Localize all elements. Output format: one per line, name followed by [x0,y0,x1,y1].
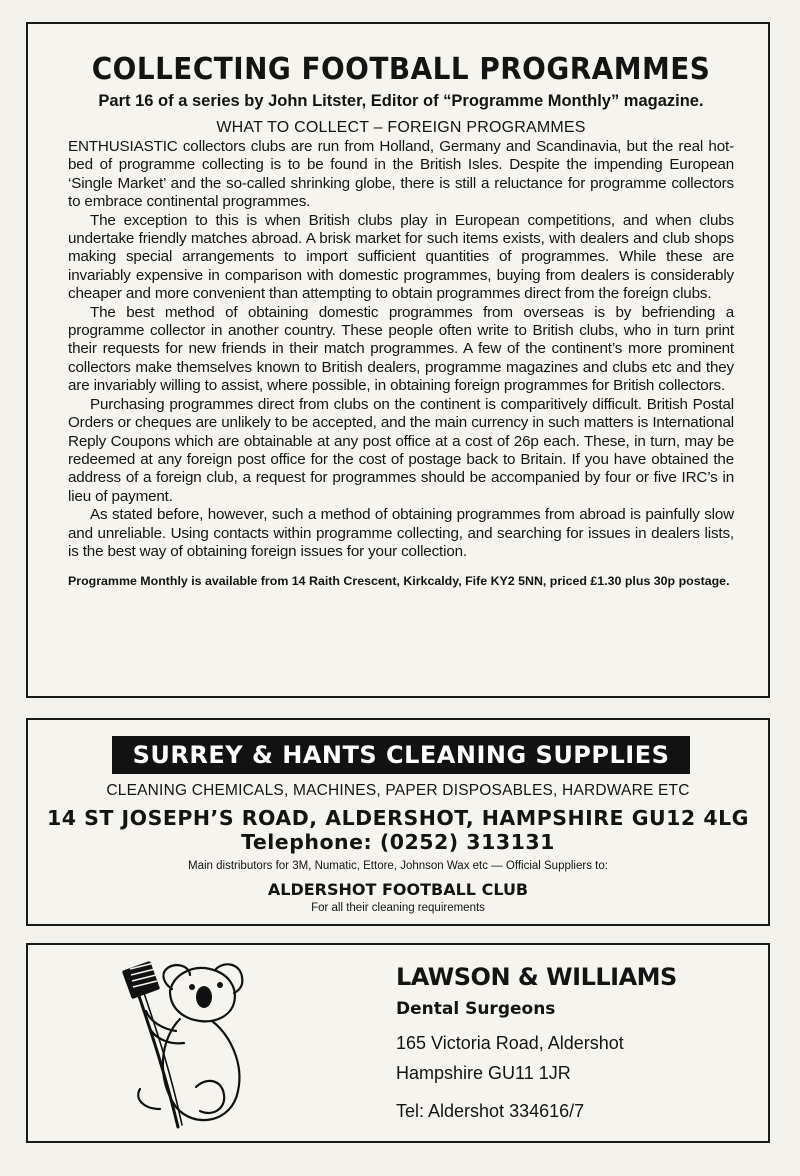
ad-club-name: ALDERSHOT FOOTBALL CLUB [267,880,529,899]
ad-address: 14 ST JOSEPH’S ROAD, ALDERSHOT, HAMPSHIRE GU12 4LG [47,806,749,830]
ad-distributors: Main distributors for 3M, Numatic, Ettore, Johnson Wax etc — Official Suppliers to: [188,860,608,872]
ad-banner: SURREY & HANTS CLEANING SUPPLIES [112,736,690,774]
ad-products: CLEANING CHEMICALS, MACHINES, PAPER DISPOSABLES, HARDWARE ETC [106,782,690,799]
article-footer-note: Programme Monthly is available from 14 Raith Crescent, Kirkcaldy, Fife KY2 5NN, priced £1.30 plus 30p postage. [68,574,730,589]
dental-surgeons-ad [26,943,770,1143]
dental-address-line1: 165 Victoria Road, Aldershot [396,1033,624,1053]
article-title: COLLECTING FOOTBALL PROGRAMMES [91,52,711,87]
section-heading: WHAT TO COLLECT – FOREIGN PROGRAMMES [216,119,586,136]
ad-telephone: Telephone: (0252) 313131 [241,830,555,854]
koala-with-toothbrush-icon [120,959,246,1135]
article-paragraph: As stated before, however, such a method of obtaining programmes from abroad is painfully slow and unreliable. Using contacts within programme collecting, and searching for issues in dealers lists, is the best way of obtaining foreign issues for your collection. [68,506,734,560]
dental-telephone: Tel: Aldershot 334616/7 [396,1101,585,1121]
article-paragraph: The best method of obtaining domestic programmes from overseas is by befriending a programme collector in another country. These people often write to British clubs, who in turn print their requests for new friends in their match programmes. A few of the continent’s more prominent collectors make themselves known to British dealers, programme magazines and clubs etc and they are invariably willing to assist, where possible, in obtaining foreign programmes for British collectors. [68,303,734,395]
dental-profession: Dental Surgeons [396,999,556,1019]
dental-practice-name: LAWSON & WILLIAMS [396,963,677,991]
dental-address-line2: Hampshire GU11 1JR [396,1063,571,1083]
ad-requirements: For all their cleaning requirements [311,902,485,914]
cleaning-supplies-ad [26,718,770,926]
article-panel [26,22,770,698]
article-paragraph: ENTHUSIASTIC collectors clubs are run from Holland, Germany and Scandinavia, but the real hot-bed of programme collecting is to be found in the British Isles. Despite the impending European ‘Single Market’ and the so-called shrinking globe, there is still a reluctance for programme collectors to embrace continental programmes. [68,138,734,211]
article-paragraph: The exception to this is when British clubs play in European competitions, and when clubs undertake friendly matches abroad. A brisk market for such items exists, with dealers and club shops making special arrangements to import sufficient quantities of programmes. While these are invariably expensive in comparison with domestic programmes, buying from dealers is considerably cheaper and more convenient than attempting to obtain programmes direct from the foreign clubs. [68,211,734,303]
article-paragraph: Purchasing programmes direct from clubs on the continent is comparitively difficult. British Postal Orders or cheques are unlikely to be accepted, and the main currency in such matters is International Reply Coupons which are obtainable at any post office at a cost of 26p each. These, in turn, may be redeemed at any foreign post office for the cost of postage back to Britain. If you have obtained the address of a foreign club, a request for programmes should be accompanied by four or five IRC’s in lieu of payment. [68,395,734,505]
article-body [68,138,734,561]
article-subtitle: Part 16 of a series by John Litster, Editor of “Programme Monthly” magazine. [98,92,704,110]
